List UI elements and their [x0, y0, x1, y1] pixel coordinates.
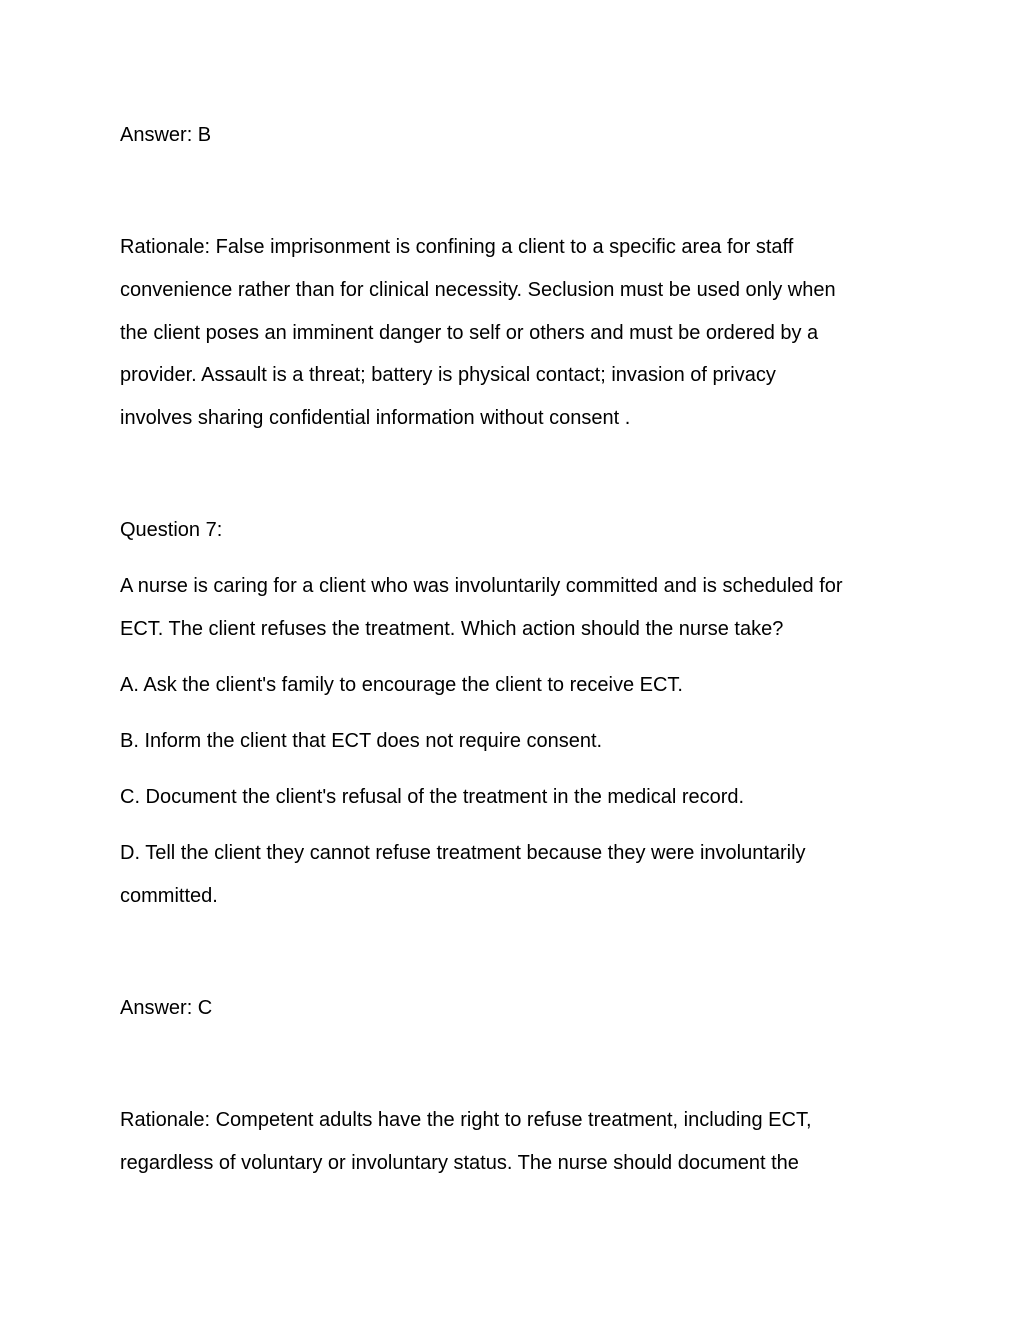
rationale-line: regardless of voluntary or involuntary status. The nurse should document the: [120, 1152, 799, 1174]
answer-prev: Answer: B: [120, 124, 212, 146]
question-stem-line: A nurse is caring for a client who was involuntarily committed and is scheduled for: [120, 575, 843, 597]
option-a: A. Ask the client's family to encourage the client to receive ECT.: [120, 674, 683, 696]
rationale-prev-line: convenience rather than for clinical necessity. Seclusion must be used only when: [120, 279, 836, 301]
rationale-prev-line: the client poses an imminent danger to self or others and must be ordered by a: [120, 322, 819, 344]
option-c: C. Document the client's refusal of the treatment in the medical record.: [120, 786, 745, 808]
answer: Answer: C: [120, 997, 213, 1019]
question-stem-line: ECT. The client refuses the treatment. Which action should the nurse take?: [120, 618, 784, 640]
rationale-prev-line: involves sharing confidential information without consent .: [120, 407, 631, 429]
question-heading: Question 7:: [120, 519, 223, 541]
option-b: B. Inform the client that ECT does not require consent.: [120, 730, 603, 752]
option-d-line: D. Tell the client they cannot refuse treatment because they were involuntarily: [120, 842, 806, 864]
option-d-line: committed.: [120, 885, 218, 907]
rationale-prev-line: provider. Assault is a threat; battery is physical contact; invasion of privacy: [120, 364, 776, 386]
rationale-line: Rationale: Competent adults have the right to refuse treatment, including ECT,: [120, 1109, 812, 1131]
rationale-prev-line: Rationale: False imprisonment is confining a client to a specific area for staff: [120, 236, 794, 258]
